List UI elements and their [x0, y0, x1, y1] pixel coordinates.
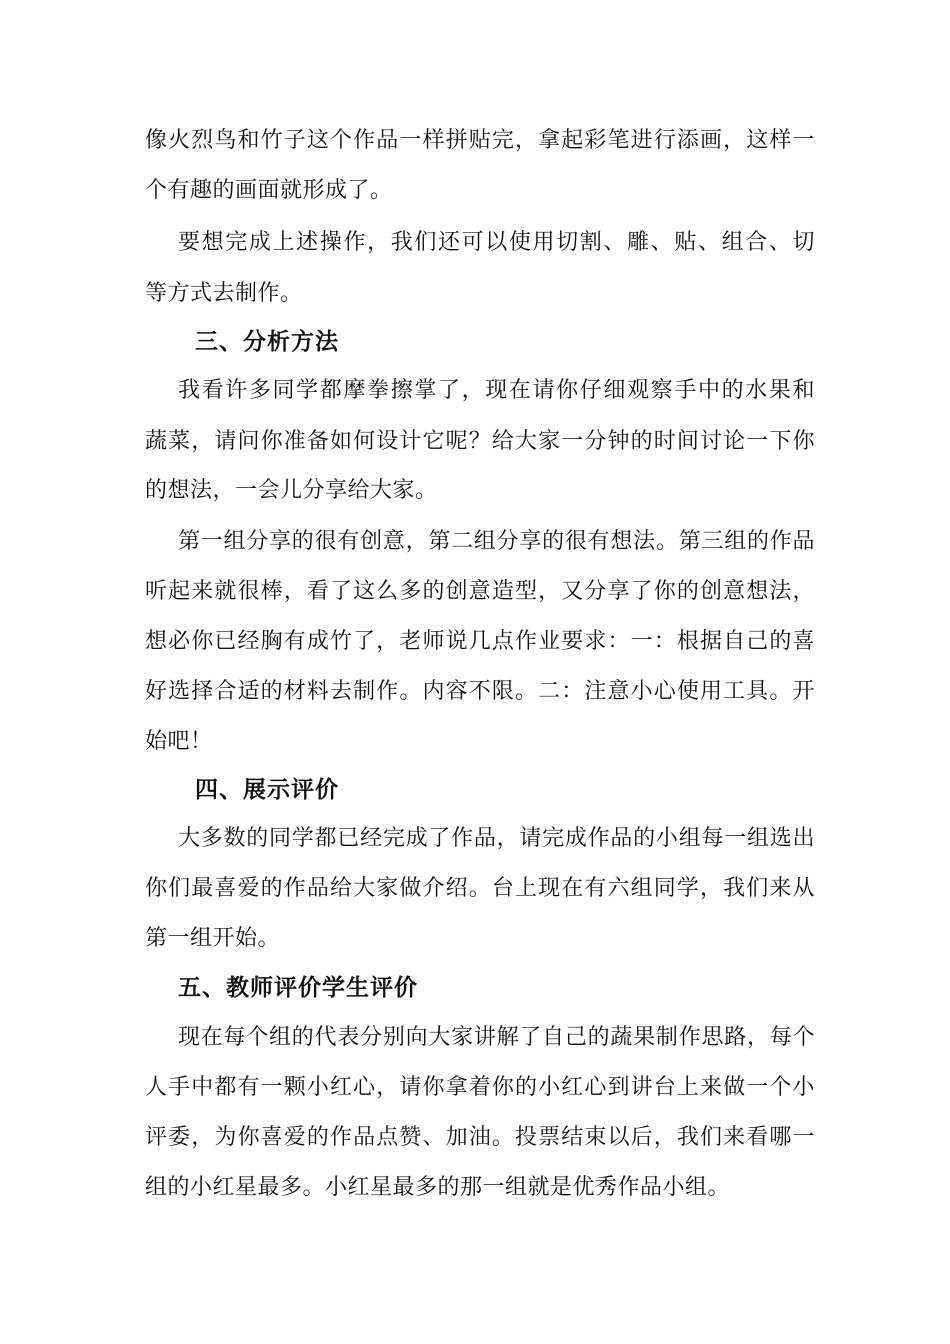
paragraph-6-line-1: 现在每个组的代表分别向大家讲解了自己的蔬果制作思路，每个 [178, 1025, 815, 1050]
paragraph-3-line-3: 的想法，一会儿分享给大家。 [145, 478, 438, 503]
paragraph-3-line-2: 蔬菜，请问你准备如何设计它呢？给大家一分钟的时间讨论一下你 [145, 429, 815, 454]
paragraph-6-line-3: 评委，为你喜爱的作品点赞、加油。投票结束以后，我们来看哪一 [145, 1125, 815, 1150]
paragraph-4-line-4: 好选择合适的材料去制作。内容不限。二：注意小心使用工具。开 [145, 679, 815, 704]
section-heading-display: 四、展示评价 [195, 777, 339, 803]
paragraph-3-line-1: 我看许多同学都摩拳擦掌了，现在请你仔细观察手中的水果和 [178, 378, 815, 403]
paragraph-5-line-2: 你们最喜爱的作品给大家做介绍。台上现在有六组同学，我们来从 [145, 876, 815, 901]
paragraph-1-line-2: 个有趣的画面就形成了。 [145, 178, 393, 203]
paragraph-4-line-2: 听起来就很棒，看了这么多的创意造型，又分享了你的创意想法， [145, 579, 815, 604]
paragraph-1-line-1: 像火烈鸟和竹子这个作品一样拼贴完，拿起彩笔进行添画，这样一 [145, 128, 815, 153]
paragraph-5-line-1: 大多数的同学都已经完成了作品，请完成作品的小组每一组选出 [178, 826, 815, 851]
paragraph-2-line-1: 要想完成上述操作，我们还可以使用切割、雕、贴、组合、切 [178, 230, 815, 255]
paragraph-6-line-4: 组的小红星最多。小红星最多的那一组就是优秀作品小组。 [145, 1175, 731, 1200]
paragraph-2-line-2: 等方式去制作。 [145, 281, 303, 306]
paragraph-6-line-2: 人手中都有一颗小红心，请你拿着你的小红心到讲台上来做一个小 [145, 1075, 815, 1100]
paragraph-4-line-5: 始吧！ [145, 729, 213, 754]
paragraph-4-line-1: 第一组分享的很有创意，第二组分享的很有想法。第三组的作品 [178, 529, 815, 554]
section-heading-evaluation: 五、教师评价学生评价 [178, 975, 418, 1001]
section-heading-analysis: 三、分析方法 [195, 329, 339, 355]
paragraph-4-line-3: 想必你已经胸有成竹了，老师说几点作业要求：一：根据自己的喜 [145, 629, 815, 654]
paragraph-5-line-3: 第一组开始。 [145, 926, 281, 951]
